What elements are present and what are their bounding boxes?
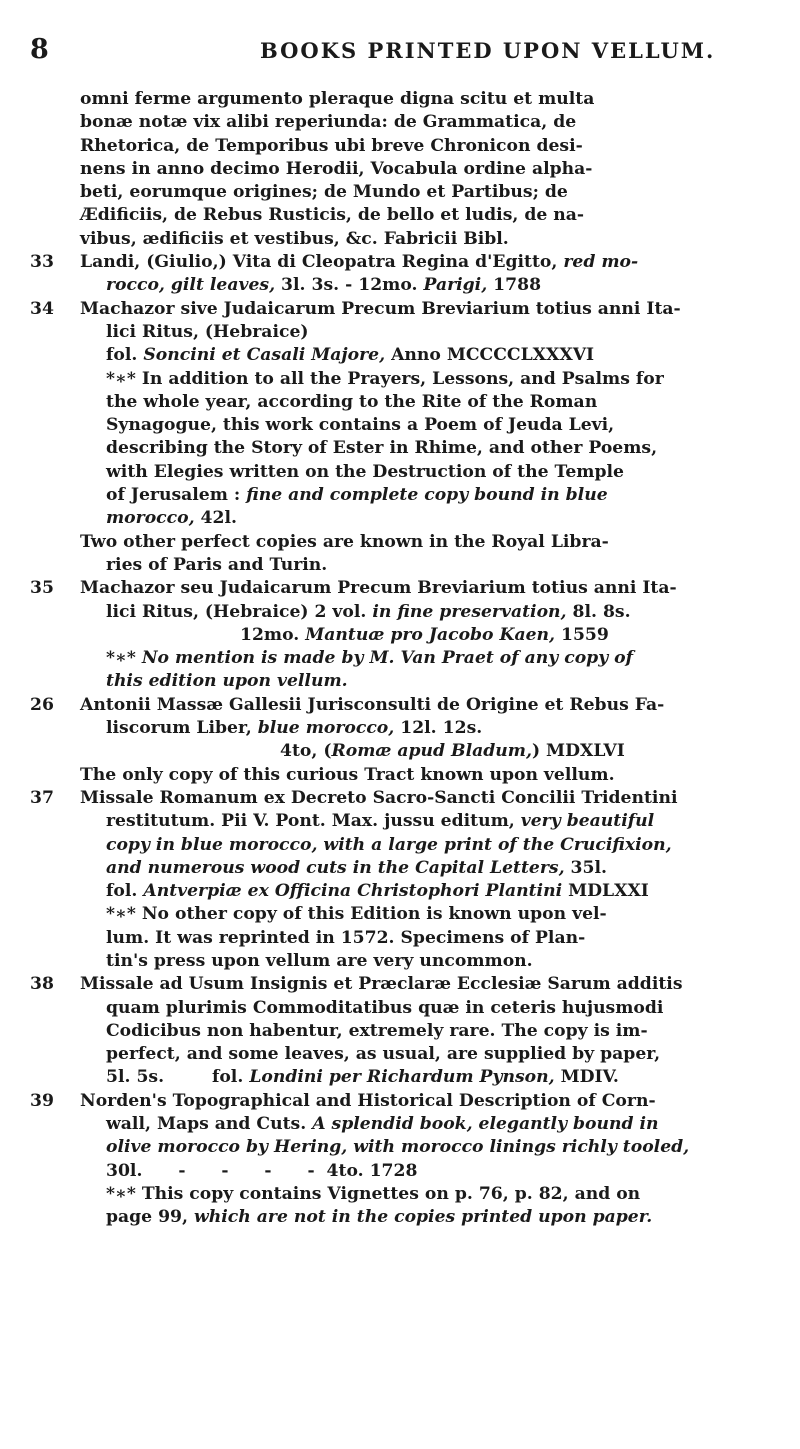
catalogue-entry: 37 Missale Romanum ex Decreto Sacro-Sancti Concilii Tridentini restitutum. Pii V. Pont. Max. jussu editum, very beautiful copy in blue morocco, with a large print of the Crucifixion, and numerous wood cuts in the Capital Letters, 35l. fol. Antverpiæ ex Officina Christophori Plantini MDLXXI *∗* No other copy of this Edition is known upon vel- lum. It was reprinted in 1572. Specimens of Plan- tin's press upon vellum are very uncommon. [30, 787, 770, 973]
entry-number: 37 [30, 787, 54, 808]
catalogue-entry: 38 Missale ad Usum Insignis et Præclaræ Ecclesiæ Sarum additis quam plurimis Commoditatibus quæ in ceteris hujusmodi Codicibus non habentur, extremely rare. The copy is im- perfect, and some leaves, as usual, are supplied by paper, 5l. 5s. fol. Londini per Richardum Pynson, MDIV. [30, 974, 683, 1088]
entry-number: 26 [30, 694, 54, 715]
catalogue-entry: 39 Norden's Topographical and Historical Description of Corn- wall, Maps and Cuts. A splendid book, elegantly bound in olive morocco by Hering, with morocco linings richly tooled, 30l. - - - - 4to. 1728 *∗* This copy contains Vignettes on p. 76, p. 82, and on page 99, which are not in the copies printed upon paper. [30, 1090, 770, 1230]
catalogue-entry: 33 Landi, (Giulio,) Vita di Cleopatra Regina d'Egitto, red mo- rocco, gilt leaves, 3l. 3s. - 12mo. Parigi, 1788 [30, 252, 639, 296]
catalogue-entry: 34 Machazor sive Judaicarum Precum Breviarium totius anni Ita- lici Ritus, (Hebraice) fol. Soncini et Casali Majore, Anno MCCCCLXXXVI *∗* In addition to all the Prayers, Lessons, and Psalms for the whole year, according to the Rite of the Roman Synagogue, this work contains a Poem of Jeuda Levi, describing the Story of Ester in Rhime, and other Poems, with Elegies written on the Destruction of the Temple of Jerusalem : fine and complete copy bound in blue morocco, 42l. Two other perfect copies are known in the Royal Libra- ries of Paris and Turin. [30, 298, 770, 578]
entry-note: *∗* This copy contains Vignettes on p. 76, p. 82, and on [106, 1183, 641, 1204]
entry-number: 38 [30, 974, 54, 995]
catalogue-entry: 35 Machazor seu Judaicarum Precum Breviarium totius anni Ita- lici Ritus, (Hebraice) 2 vol. in fine preservation, 8l. 8s. 12mo. Mantuæ pro Jacobo Kaen, 1559 *∗* No mention is made by M. Van Praet of any copy of this edition upon vellum. [30, 577, 770, 693]
entry-note: The only copy of this curious Tract known upon vellum. [80, 764, 615, 785]
entry-number: 35 [30, 578, 54, 599]
page-header [30, 34, 770, 74]
page-number: 8 [30, 34, 49, 65]
entry-number: 33 [30, 252, 54, 273]
entry-number: 34 [30, 298, 54, 319]
entry-note: *∗* In addition to all the Prayers, Lessons, and Psalms for [106, 368, 664, 389]
page-body [30, 88, 770, 1230]
entry-number: 39 [30, 1090, 54, 1111]
continued-entry: omni ferme argumento pleraque digna scitu et multa bonæ notæ vix alibi reperiunda: de Grammatica, de Rhetorica, de Temporibus ubi breve Chronicon desi- nens in anno decimo Herodii, Vocabula ordine alpha- beti, eorumque origines; de Mundo et Partibus; de Ædificiis, de Rebus Rusticis, de bello et ludis, de na- vibus, ædificiis et vestibus, &c. Fabricii Bibl. [80, 89, 595, 249]
entry-note: *∗* No mention is made by M. Van Praet of any copy of [106, 648, 634, 669]
entry-note: *∗* No other copy of this Edition is known upon vel- [106, 904, 607, 925]
running-head: BOOKS PRINTED UPON VELLUM. [260, 38, 716, 63]
catalogue-entry: 26 Antonii Massæ Gallesii Jurisconsulti de Origine et Rebus Fa- liscorum Liber, blue morocco, 12l. 12s. 4to, (Romæ apud Bladum,) MDXLVI The only copy of this curious Tract known upon vellum. [30, 694, 770, 787]
